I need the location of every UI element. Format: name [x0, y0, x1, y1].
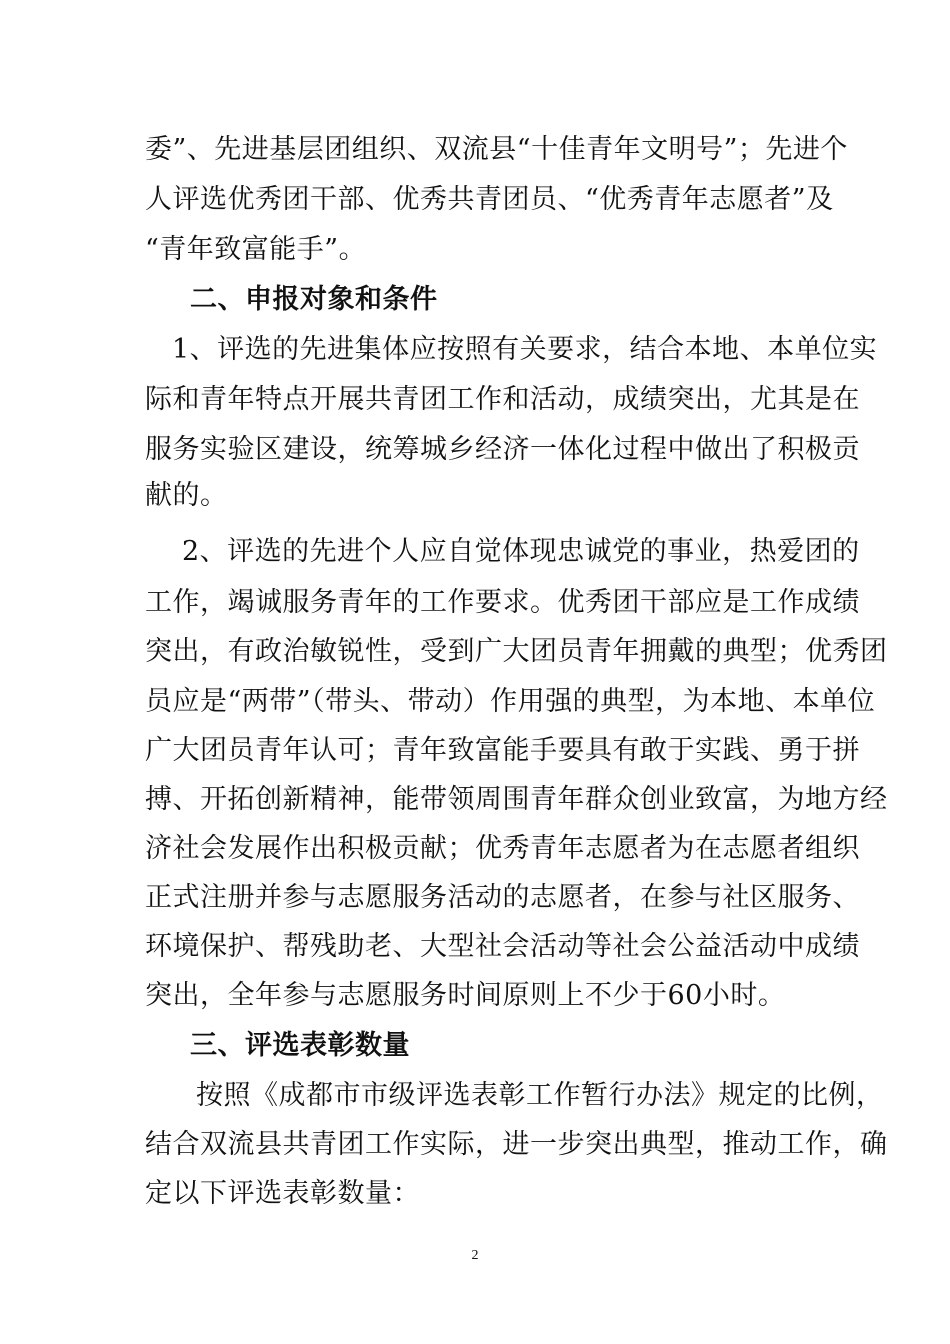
body-line: 突出，全年参与志愿服务时间原则上不少于60小时。 [145, 980, 786, 1011]
body-line: “青年致富能手”。 [145, 234, 367, 265]
page-number: 2 [471, 1248, 479, 1263]
body-line: 人评选优秀团干部、优秀共青团员、“优秀青年志愿者”及 [145, 184, 834, 215]
body-line: 突出，有政治敏锐性，受到广大团员青年拥戴的典型；优秀团 [145, 636, 888, 667]
body-line: 员应是“两带”（带头、带动）作用强的典型，为本地、本单位 [145, 686, 876, 717]
body-line: 委”、先进基层团组织、双流县“十佳青年文明号”；先进个 [145, 134, 848, 165]
body-line: 环境保护、帮残助老、大型社会活动等社会公益活动中成绩 [145, 931, 860, 962]
body-line: 正式注册并参与志愿服务活动的志愿者，在参与社区服务、 [145, 882, 860, 913]
body-line: 结合双流县共青团工作实际，进一步突出典型，推动工作，确 [145, 1129, 888, 1160]
body-line: 按照《成都市市级评选表彰工作暂行办法》规定的比例， [196, 1080, 884, 1111]
body-line: 工作，竭诚服务青年的工作要求。优秀团干部应是工作成绩 [145, 587, 860, 618]
body-line: 2、评选的先进个人应自觉体现忠诚党的事业，热爱团的 [182, 536, 860, 567]
body-line: 服务实验区建设，统筹城乡经济一体化过程中做出了积极贡 [145, 434, 860, 465]
body-line: 定以下评选表彰数量： [145, 1178, 420, 1209]
body-line: 1、评选的先进集体应按照有关要求，结合本地、本单位实 [172, 334, 878, 365]
body-line: 济社会发展作出积极贡献；优秀青年志愿者为在志愿者组织 [145, 833, 860, 864]
section-heading-3: 三、评选表彰数量 [190, 1030, 410, 1061]
body-line: 搏、开拓创新精神，能带领周围青年群众创业致富，为地方经 [145, 784, 888, 815]
body-line: 际和青年特点开展共青团工作和活动，成绩突出，尤其是在 [145, 384, 860, 415]
section-heading-2: 二、申报对象和条件 [190, 284, 438, 315]
body-line: 广大团员青年认可；青年致富能手要具有敢于实践、勇于拼 [145, 735, 860, 766]
body-line: 献的。 [145, 480, 228, 511]
